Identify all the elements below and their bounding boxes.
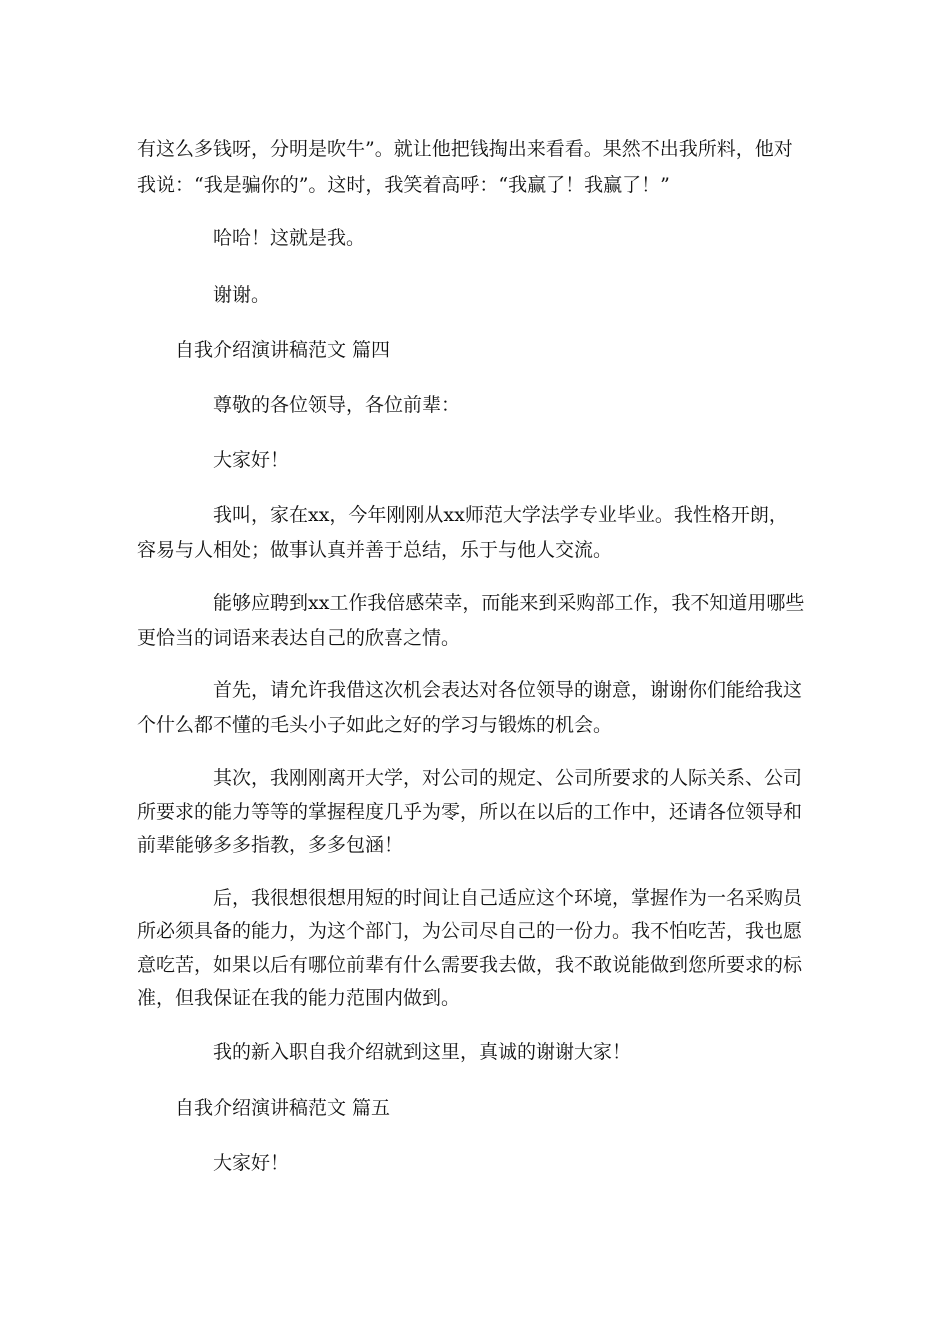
paragraph-line: 首先，请允许我借这次机会表达对各位领导的谢意，谢谢你们能给我这 (213, 679, 803, 701)
section-heading: 自我介绍演讲稿范文 篇五 (175, 1097, 391, 1119)
paragraph-line: 准，但我保证在我的能力范围内做到。 (137, 987, 461, 1009)
paragraph-line: 所必须具备的能力，为这个部门，为公司尽自己的一份力。我不怕吃苦，我也愿 (137, 920, 803, 942)
paragraph-line: 后，我很想很想用短的时间让自己适应这个环境，掌握作为一名采购员 (213, 887, 803, 909)
paragraph-line: 有这么多钱呀，分明是吹牛”。就让他把钱掏出来看看。果然不出我所料，他对 (137, 138, 793, 160)
paragraph-line: 前辈能够多多指教，多多包涵！ (137, 834, 404, 856)
paragraph-line: 我叫，家在xx，今年刚刚从xx师范大学法学专业毕业。我性格开朗， (213, 504, 788, 526)
paragraph-line: 尊敬的各位领导，各位前辈： (213, 394, 461, 416)
paragraph-line: 个什么都不懂的毛头小子如此之好的学习与锻炼的机会。 (137, 714, 613, 736)
paragraph-line: 意吃苦，如果以后有哪位前辈有什么需要我去做，我不敢说能做到您所要求的标 (137, 954, 803, 976)
paragraph-line: 更恰当的词语来表达自己的欣喜之情。 (137, 627, 461, 649)
paragraph-line: 哈哈！这就是我。 (213, 227, 366, 249)
section-heading: 自我介绍演讲稿范文 篇四 (175, 339, 391, 361)
paragraph-line: 大家好！ (213, 1152, 290, 1174)
paragraph-line: 容易与人相处；做事认真并善于总结，乐于与他人交流。 (137, 539, 613, 561)
paragraph-line: 我的新入职自我介绍就到这里，真诚的谢谢大家！ (213, 1041, 632, 1063)
paragraph-line: 其次，我刚刚离开大学，对公司的规定、公司所要求的人际关系、公司 (213, 767, 803, 789)
paragraph-line: 所要求的能力等等的掌握程度几乎为零，所以在以后的工作中，还请各位领导和 (137, 801, 803, 823)
paragraph-line: 能够应聘到xx工作我倍感荣幸，而能来到采购部工作，我不知道用哪些 (213, 592, 805, 614)
paragraph-line: 我说：“我是骗你的”。这时，我笑着高呼：“我赢了！我赢了！” (137, 174, 670, 196)
paragraph-line: 谢谢。 (213, 284, 271, 306)
paragraph-line: 大家好！ (213, 449, 290, 471)
